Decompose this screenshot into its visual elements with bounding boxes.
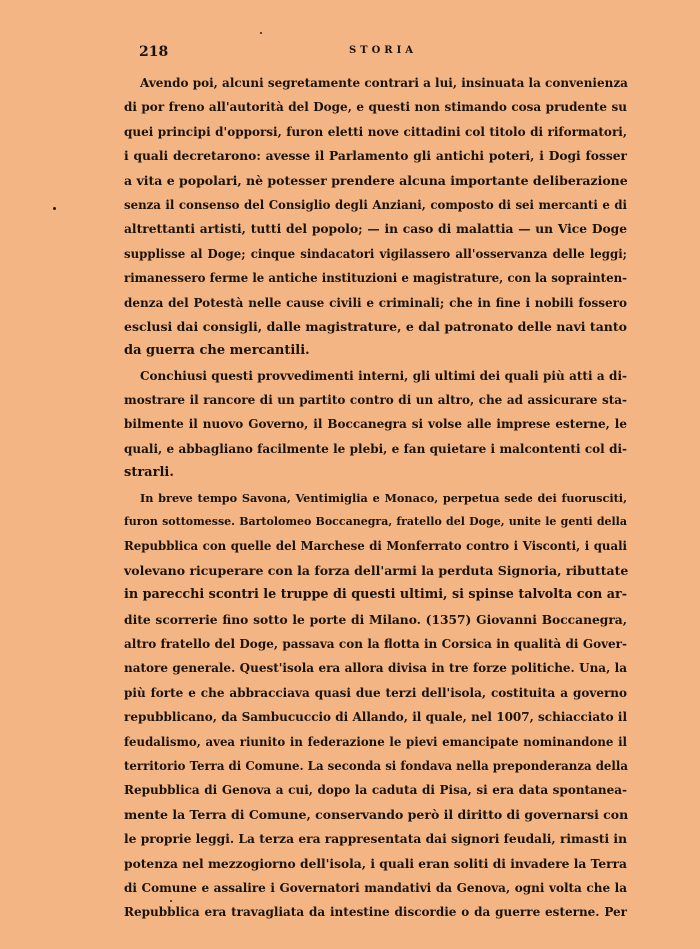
text-line: Repubblica era travagliata da intestine discordie o da guerre esterne. Per xyxy=(124,905,627,920)
text-line: Avendo poi, alcuni segretamente contrari a lui, insinuata la convenienza xyxy=(140,76,628,90)
text-line: le proprie leggi. La terza era rappresentata dai signori feudali, rimasti in xyxy=(124,831,627,847)
page-speck xyxy=(53,207,56,210)
text-line: potenza nel mezzogiorno dell'isola, i quali eran soliti di invadere la Terra xyxy=(124,855,627,871)
text-line: supplisse al Doge; cinque sindacatori vigilassero all'osservanza delle leggi; xyxy=(124,246,627,261)
text-line: Repubblica di Genova a cui, dopo la caduta di Pisa, si era data spontanea- xyxy=(124,783,627,798)
body-text xyxy=(124,71,627,925)
text-line: denza del Potestà nelle cause civili e criminali; che in fine i nobili fossero xyxy=(124,295,627,310)
text-line: strarli. xyxy=(124,465,174,481)
text-line: senza il consenso del Consiglio degli Anziani, composto di sei mercanti e di xyxy=(124,197,627,212)
text-line: territorio Terra di Comune. La seconda si fondava nella preponderanza della xyxy=(124,758,628,773)
text-line: altro fratello del Doge, passava con la flotta in Corsica in qualità di Gover- xyxy=(124,636,627,651)
text-line: natore generale. Quest'isola era allora divisa in tre forze politiche. Una, la xyxy=(124,661,627,676)
text-line: feudalismo, avea riunito in federazione le pievi emancipate nominandone il xyxy=(124,734,627,749)
text-line: mostrare il rancore di un partito contro di un altro, che ad assicurare sta- xyxy=(124,393,627,408)
running-title: STORIA xyxy=(348,45,418,56)
text-line: i quali decretarono: avesse il Parlamento gli antichi poteri, i Dogi fosser xyxy=(124,148,627,164)
text-line: da guerra che mercantili. xyxy=(124,343,310,359)
page-number: 218 xyxy=(139,44,169,60)
page-speck xyxy=(170,900,172,902)
text-line: mente la Terra di Comune, conservando però il diritto di governarsi con xyxy=(124,806,629,822)
text-line: rimanessero ferme le antiche instituzioni e magistrature, con la soprainten- xyxy=(124,271,627,286)
text-line: di por freno all'autorità del Doge, e questi non stimando cosa prudente su xyxy=(124,100,627,115)
page-header xyxy=(139,44,627,64)
text-line: Conchiusi questi provvedimenti interni, gli ultimi dei quali più atti a di- xyxy=(140,368,627,383)
text-line: bilmente il nuovo Governo, il Boccanegra si volse alle imprese esterne, le xyxy=(124,417,627,432)
text-line: furon sottomesse. Bartolomeo Boccanegra, fratello del Doge, unite le genti della xyxy=(124,515,627,529)
text-line: volevano ricuperare con la forza dell'armi la perduta Signoria, ributtate xyxy=(124,562,629,578)
text-line: quali, e abbagliano facilmente le plebi, e fan quietare i malcontenti col di- xyxy=(124,441,627,456)
text-line: di Comune e assalire i Governatori mandativi da Genova, ogni volta che la xyxy=(124,880,627,895)
text-line: a vita e popolari, nè potesser prendere alcuna importante deliberazione xyxy=(124,172,628,188)
text-line: In breve tempo Savona, Ventimiglia e Monaco, perpetua sede dei fuorusciti, xyxy=(140,490,627,505)
text-line: più forte e che abbracciava quasi due terzi dell'isola, costituita a governo xyxy=(124,685,627,700)
page-speck xyxy=(260,32,262,34)
text-line: repubblicano, da Sambucuccio di Allando, il quale, nel 1007, schiacciato il xyxy=(124,710,627,725)
text-line: in parecchi scontri le truppe di questi ultimi, si spinse talvolta con ar- xyxy=(124,587,627,603)
text-line: esclusi dai consigli, dalle magistrature, e dal patronato delle navi tanto xyxy=(124,318,627,334)
text-line: altrettanti artisti, tutti del popolo; — in caso di malattia — un Vice Doge xyxy=(124,221,627,237)
text-line: quei principi d'opporsi, furon eletti nove cittadini col titolo di riformatori, xyxy=(124,124,627,139)
text-line: dite scorrerie fino sotto le porte di Milano. (1357) Giovanni Boccanegra, xyxy=(124,611,627,627)
text-line: Repubblica con quelle del Marchese di Monferrato contro i Visconti, i quali xyxy=(124,539,627,554)
